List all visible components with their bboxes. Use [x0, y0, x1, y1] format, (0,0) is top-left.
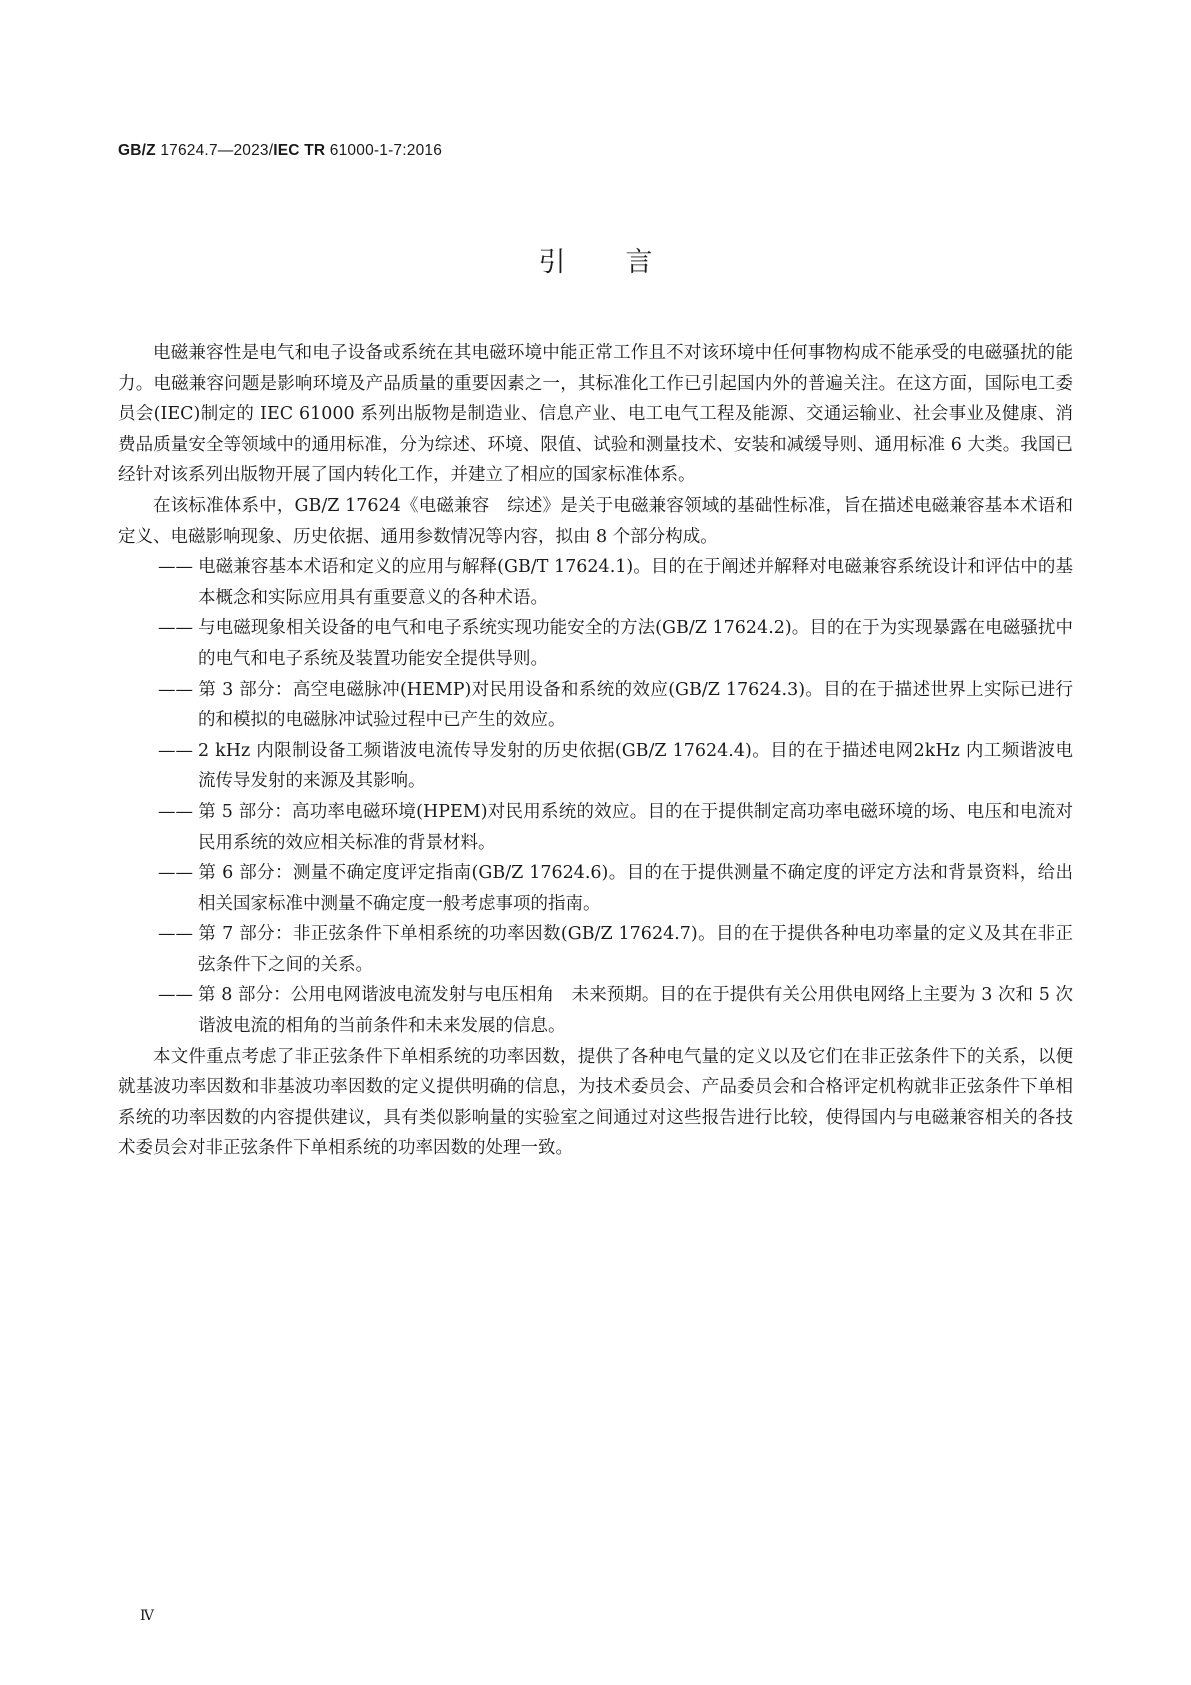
list-item — [158, 552, 1073, 613]
list-item-text: 第 6 部分：测量不确定度评定指南(GB/Z 17624.6)。目的在于提供测量不确定度的评定方法和背景资料，给出相关国家标准中测量不确定度一般考虑事项的指南。 — [198, 863, 1073, 914]
document-body — [118, 338, 1073, 1164]
list-item — [158, 613, 1073, 674]
intro-paragraph-1: 电磁兼容性是电气和电子设备或系统在其电磁环境中能正常工作且不对该环境中任何事物构成不能承受的电磁骚扰的能力。电磁兼容问题是影响环境及产品质量的重要因素之一，其标准化工作已引起国内外的普遍关注。在这方面，国际电工委员会(IEC)制定的 IEC 61000 系列出版物是制造业、信息产业、电工电气工程及能源、交通运输业、社会事业及健康、消费品质量安全等领域中的通用标准，分为综述、环境、限值、试验和测量技术、安装和减缓导则、通用标准 6 大类。我国已经针对该系列出版物开展了国内转化工作，并建立了相应的国家标准体系。 — [118, 343, 1073, 486]
iec-prefix: IEC TR — [273, 142, 326, 159]
dash-marker: —— — [158, 679, 193, 700]
page-title: 引言 — [538, 247, 713, 278]
dash-marker: —— — [158, 863, 193, 884]
list-item — [158, 858, 1073, 919]
dash-marker: —— — [158, 801, 193, 822]
dash-marker: —— — [158, 618, 193, 639]
list-item-text: 第 5 部分：高功率电磁环境(HPEM)对民用系统的效应。目的在于提供制定高功率电磁环境的场、电压和电流对民用系统的效应相关标准的背景材料。 — [198, 801, 1073, 853]
intro-paragraph-2: 在该标准体系中，GB/Z 17624《电磁兼容 综述》是关于电磁兼容领域的基础性标准，旨在描述电磁兼容基本术语和定义、电磁影响现象、历史依据、通用参数情况等内容，拟由 8 个部分构成。 — [118, 495, 1073, 547]
dash-marker: —— — [158, 557, 193, 578]
list-item — [158, 736, 1073, 797]
list-item-text: 第 3 部分：高空电磁脉冲(HEMP)对民用设备和系统的效应(GB/Z 17624.3)。目的在于描述世界上实际已进行的和模拟的电磁脉冲试验过程中已产生的效应。 — [198, 679, 1073, 731]
list-item — [158, 919, 1073, 980]
list-item-text: 电磁兼容基本术语和定义的应用与解释(GB/T 17624.1)。目的在于阐述并解释对电磁兼容系统设计和评估中的基本概念和实际应用具有重要意义的各种术语。 — [198, 557, 1073, 608]
dash-marker: —— — [158, 740, 193, 761]
standard-header — [118, 142, 442, 160]
list-item — [158, 980, 1073, 1041]
list-item — [158, 797, 1073, 858]
page-number: Ⅳ — [140, 1608, 154, 1624]
standard-number: 17624.7—2023/ — [155, 142, 274, 159]
parts-list — [118, 552, 1073, 1042]
list-item — [158, 675, 1073, 736]
closing-paragraph: 本文件重点考虑了非正弦条件下单相系统的功率因数，提供了各种电气量的定义以及它们在非正弦条件下的关系，以便就基波功率因数和非基波功率因数的定义提供明确的信息，为技术委员会、产品委员会和合格评定机构就非正弦条件下单相系统的功率因数的内容提供建议，具有类似影响量的实验室之间通过对这些报告进行比较，使得国内与电磁兼容相关的各技术委员会对非正弦条件下单相系统的功率因数的处理一致。 — [118, 1046, 1073, 1159]
dash-marker: —— — [158, 924, 193, 945]
standard-prefix: GB/Z — [118, 142, 156, 159]
dash-marker: —— — [158, 985, 193, 1006]
list-item-text: 第 7 部分：非正弦条件下单相系统的功率因数(GB/Z 17624.7)。目的在于提供各种电功率量的定义及其在非正弦条件下之间的关系。 — [198, 924, 1073, 975]
list-item-text: 第 8 部分：公用电网谐波电流发射与电压相角 未来预期。目的在于提供有关公用供电网络上主要为 3 次和 5 次谐波电流的相角的当前条件和未来发展的信息。 — [198, 985, 1073, 1037]
list-item-text: 与电磁现象相关设备的电气和电子系统实现功能安全的方法(GB/Z 17624.2)。目的在于为实现暴露在电磁骚扰中的电气和电子系统及装置功能安全提供导则。 — [198, 618, 1073, 669]
list-item-text: 2 kHz 内限制设备工频谐波电流传导发射的历史依据(GB/Z 17624.4)。目的在于描述电网2kHz 内工频谐波电流传导发射的来源及其影响。 — [198, 740, 1073, 792]
iec-number: 61000-1-7:2016 — [325, 142, 443, 159]
